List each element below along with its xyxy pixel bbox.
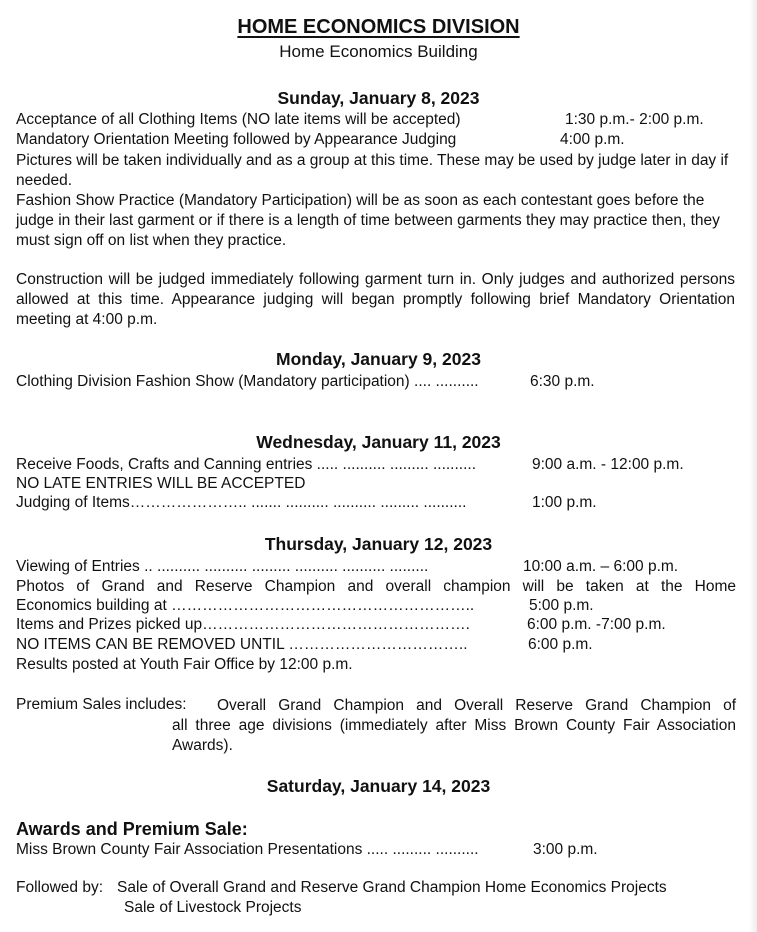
saturday-item-label: Miss Brown County Fair Association Presentations ..... ......... .......... bbox=[16, 841, 479, 858]
sunday-item-time: 1:30 p.m.- 2:00 p.m. bbox=[565, 111, 704, 128]
premium-label: Premium Sales includes: bbox=[16, 696, 187, 713]
saturday-item-time: 3:00 p.m. bbox=[533, 841, 598, 858]
sunday-item-label: Mandatory Orientation Meeting followed by Appearance Judging bbox=[16, 131, 457, 148]
thursday-item-label: Photos of Grand and Reserve Champion and overall champion will be taken at the Home bbox=[16, 578, 736, 595]
thursday-heading: Thursday, January 12, 2023 bbox=[264, 534, 493, 554]
monday-item-label: Clothing Division Fashion Show (Mandatory participation) .... .......... bbox=[16, 373, 479, 390]
construction-note: Construction will be judged immediately following garment turn in. Only judges and authorized persons allowed at this time. Appearance judging will began promptly following brief Mandatory Orientation meeting at 4:00 p.m. bbox=[16, 271, 735, 328]
thursday-item-time: 6:00 p.m. bbox=[528, 636, 593, 653]
document-title: HOME ECONOMICS DIVISION bbox=[237, 16, 520, 38]
sunday-item-label: Acceptance of all Clothing Items (NO late items will be accepted) bbox=[16, 111, 461, 128]
followed-by-label: Followed by: bbox=[16, 879, 104, 896]
pictures-note: Pictures will be taken individually and as a group at this time. These may be used by judge later in day if needed. bbox=[16, 152, 729, 189]
thursday-item-label: Results posted at Youth Fair Office by 12:00 p.m. bbox=[16, 656, 353, 673]
sunday-item-time: 4:00 p.m. bbox=[560, 131, 625, 148]
monday-heading: Monday, January 9, 2023 bbox=[276, 349, 481, 369]
thursday-item-time: 6:00 p.m. -7:00 p.m. bbox=[527, 616, 666, 633]
thursday-item-time: 5:00 p.m. bbox=[529, 597, 594, 614]
wednesday-item-label: Judging of Items………………….. ....... .......... .......... ......... .......... bbox=[16, 494, 467, 511]
wednesday-heading: Wednesday, January 11, 2023 bbox=[256, 432, 501, 452]
wednesday-item-label: Receive Foods, Crafts and Canning entries ..... .......... ......... .......... bbox=[16, 456, 477, 473]
fashion-practice-note: Fashion Show Practice (Mandatory Participation) will be as soon as each contestant goes before the judge in their last garment or if there is a length of time between garments they may practice then, they must sign off on list when they practice. bbox=[16, 192, 720, 249]
thursday-item-label: Economics building at ………………………………………………….. bbox=[16, 597, 475, 614]
thursday-item-label: NO ITEMS CAN BE REMOVED UNTIL …………………………….. bbox=[16, 636, 468, 653]
document-subtitle: Home Economics Building bbox=[279, 42, 478, 61]
thursday-item-label: Items and Prizes picked up……………………………………………. bbox=[16, 616, 470, 633]
saturday-heading: Saturday, January 14, 2023 bbox=[266, 776, 491, 796]
premium-line1: Overall Grand Champion and Overall Reserve Grand Champion of bbox=[217, 697, 736, 714]
thursday-item-time: 10:00 a.m. – 6:00 p.m. bbox=[523, 558, 679, 575]
wednesday-item-label: NO LATE ENTRIES WILL BE ACCEPTED bbox=[16, 475, 306, 492]
followed-item: Sale of Overall Grand and Reserve Grand Champion Home Economics Projects bbox=[117, 879, 667, 896]
awards-heading: Awards and Premium Sale: bbox=[16, 819, 248, 839]
thursday-item-label: Viewing of Entries .. .......... .......... ......... .......... .......... ......... bbox=[16, 558, 429, 575]
sunday-heading: Sunday, January 8, 2023 bbox=[277, 88, 480, 108]
wednesday-item-time: 1:00 p.m. bbox=[532, 494, 597, 511]
followed-item: Sale of Livestock Projects bbox=[124, 899, 302, 916]
monday-item-time: 6:30 p.m. bbox=[530, 373, 595, 390]
wednesday-item-time: 9:00 a.m. - 12:00 p.m. bbox=[532, 456, 684, 473]
premium-rest: all three age divisions (immediately after Miss Brown County Fair Association Awards). bbox=[172, 717, 736, 754]
